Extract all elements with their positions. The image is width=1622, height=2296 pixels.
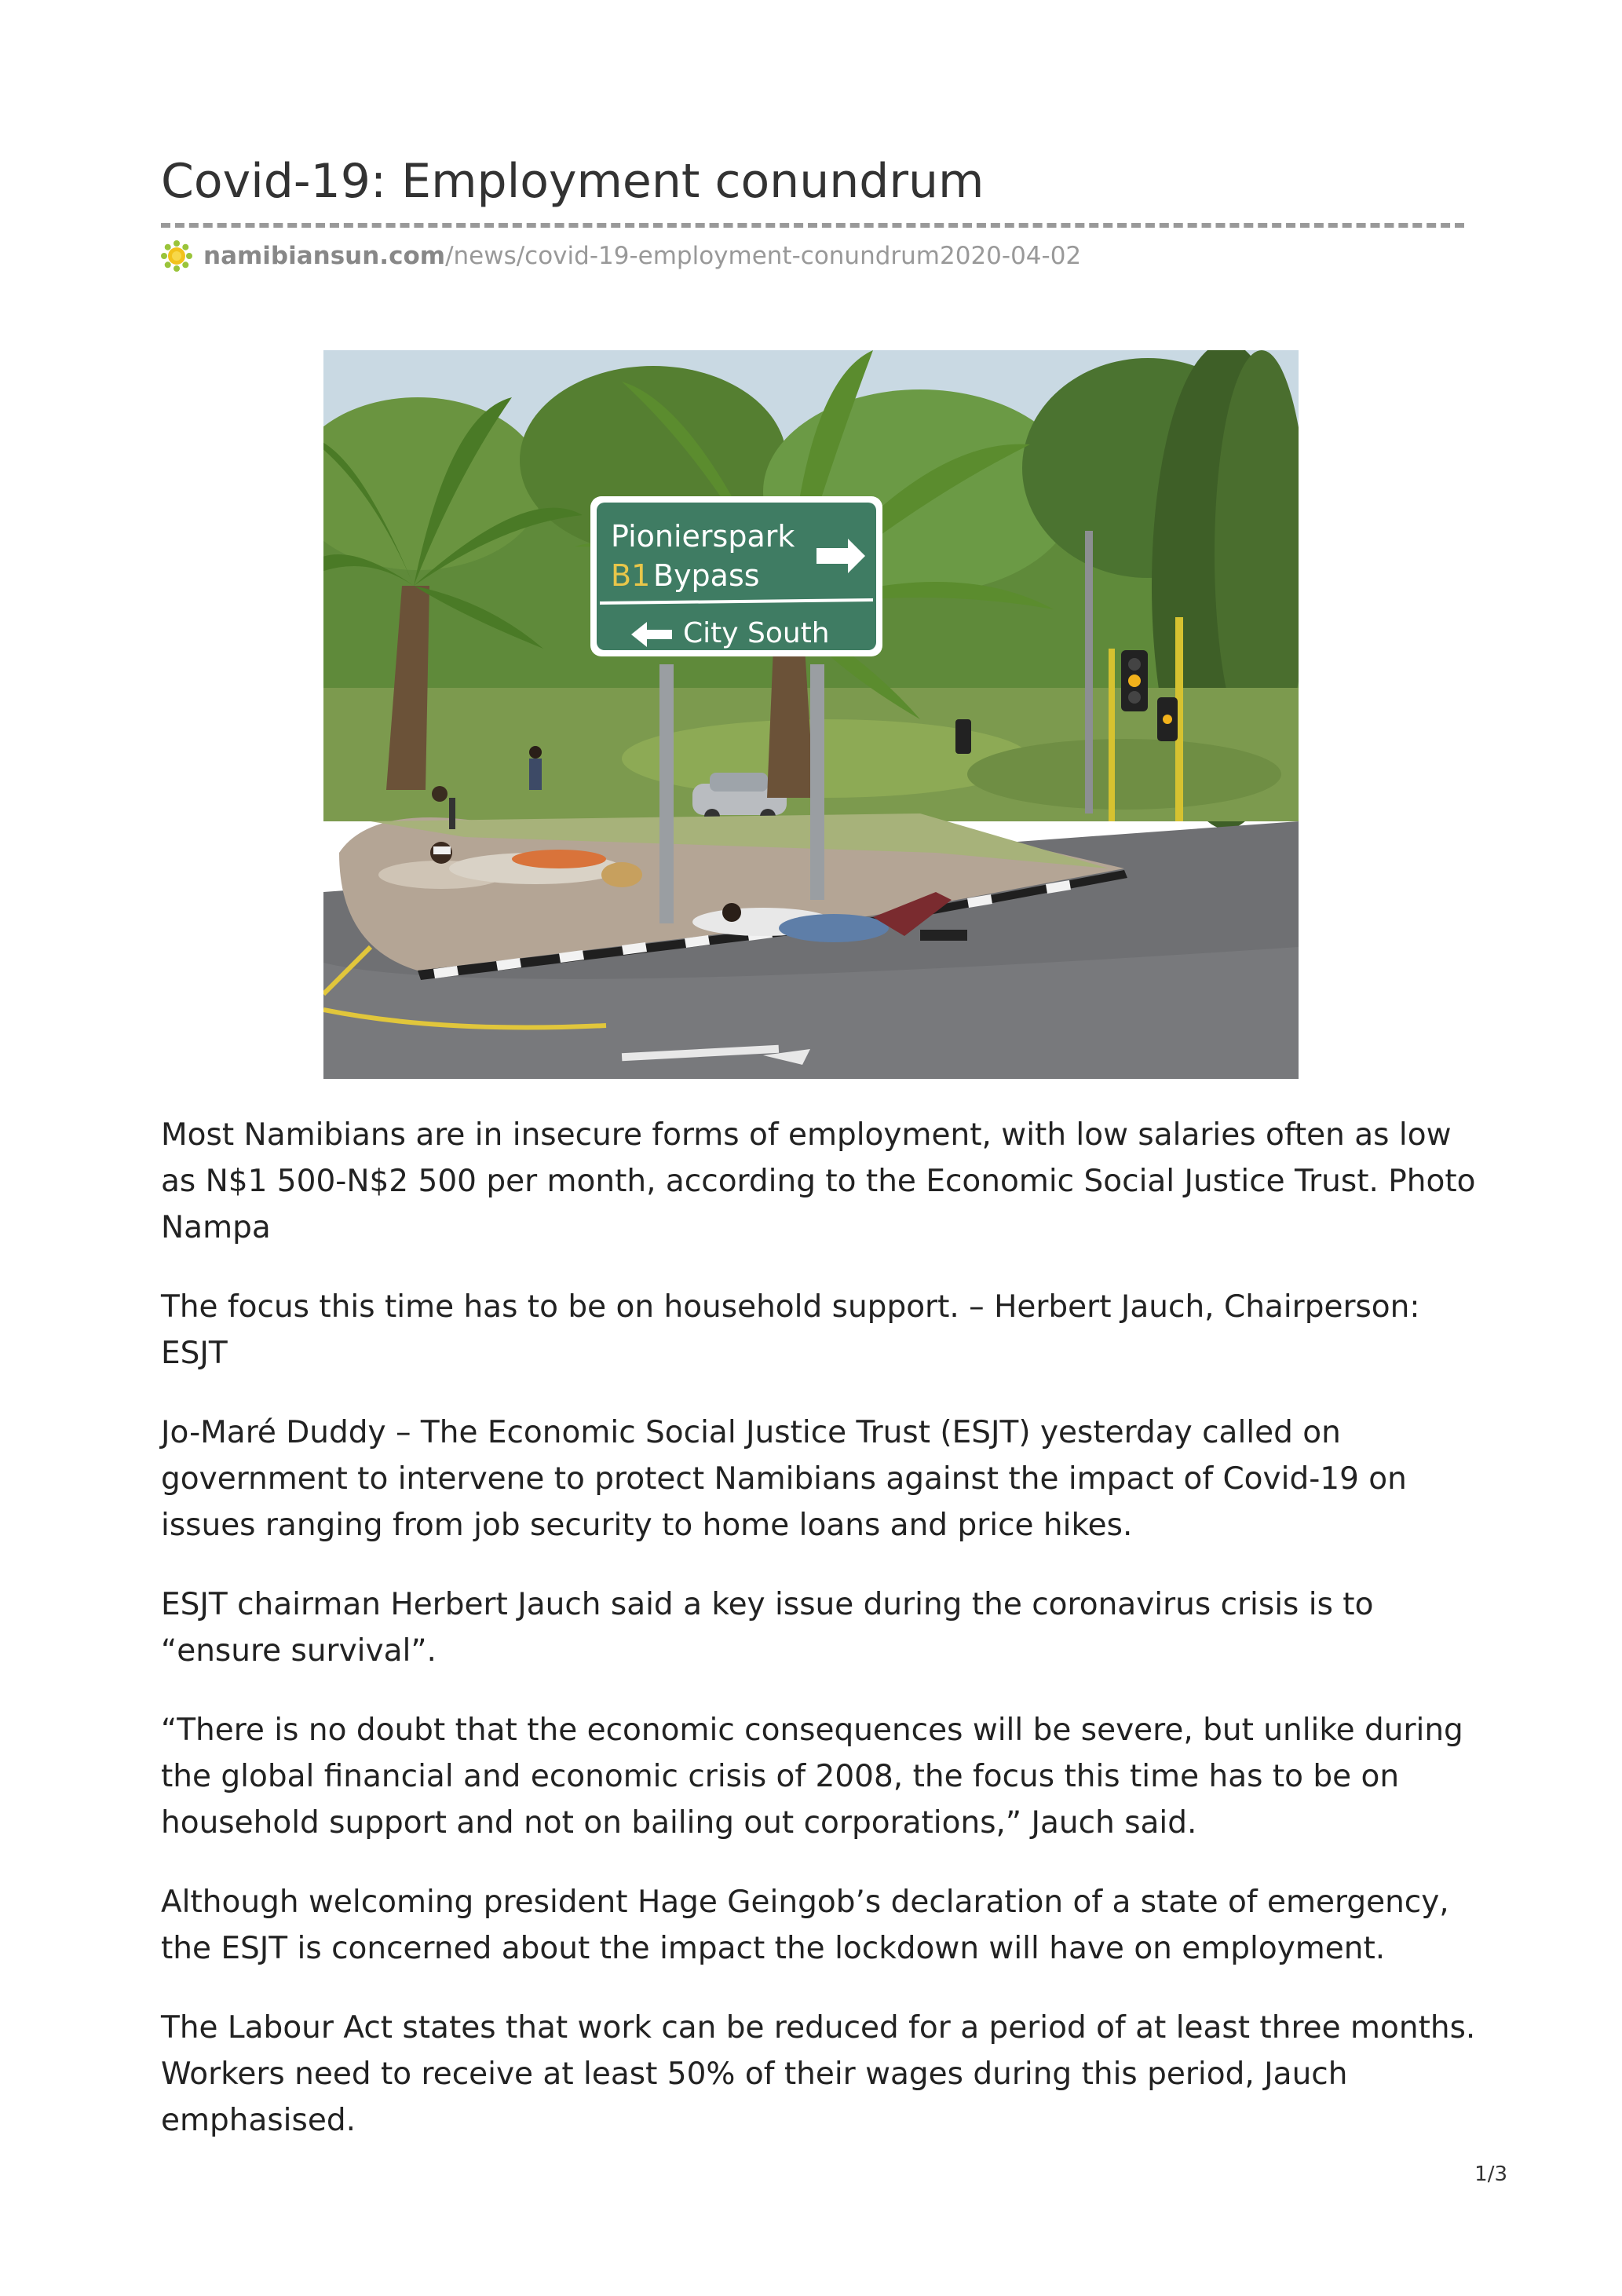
body-paragraph: ESJT chairman Herbert Jauch said a key issue during the coronavirus crisis is to “ensure survival”.: [161, 1587, 1374, 1669]
sign-line-1: Pionierspark: [611, 519, 795, 554]
article-photo: [323, 350, 1299, 1079]
article-body: [161, 1112, 1480, 2177]
sign-route-code: B1: [611, 558, 651, 593]
source-path[interactable]: /news/covid-19-employment-conundrum2020-04-02: [445, 242, 1082, 270]
body-paragraph: Jo-Maré Duddy – The Economic Social Justice Trust (ESJT) yesterday called on government to intervene to protect Namibians against the impact of Covid-19 on issues ranging from job security to home loans and price hikes.: [161, 1415, 1407, 1543]
body-paragraph: The Labour Act states that work can be reduced for a period of at least three months. Workers need to receive at least 50% of their wages during this period, Jauch emphasised.: [161, 2010, 1476, 2138]
article-title: Covid-19: Employment conundrum: [161, 154, 985, 209]
title-divider: [161, 223, 1464, 228]
pull-quote: The focus this time has to be on household support. – Herbert Jauch, Chairperson: ESJT: [161, 1289, 1420, 1371]
sign-line-2: Bypass: [653, 558, 760, 593]
source-domain[interactable]: namibiansun.com: [203, 242, 446, 270]
photo-caption: Most Namibians are in insecure forms of employment, with low salaries often as low as N$1 500-N$2 500 per month, according to the Economic Social Justice Trust. Photo Nampa: [161, 1117, 1476, 1245]
sun-logo-icon: [161, 240, 192, 272]
sign-line-3: City South: [683, 617, 830, 649]
road-sign: [590, 496, 882, 656]
source-line[interactable]: [161, 239, 1081, 273]
body-paragraph: Although welcoming president Hage Geingob’s declaration of a state of emergency, the ESJT is concerned about the impact the lockdown will have on employment.: [161, 1885, 1449, 1966]
page-number: 1/3: [1474, 2163, 1507, 2186]
body-paragraph: “There is no doubt that the economic consequences will be severe, but unlike during the global financial and economic crisis of 2008, the focus this time has to be on household support and not on bailing out corporations,” Jauch said.: [161, 1713, 1463, 1841]
